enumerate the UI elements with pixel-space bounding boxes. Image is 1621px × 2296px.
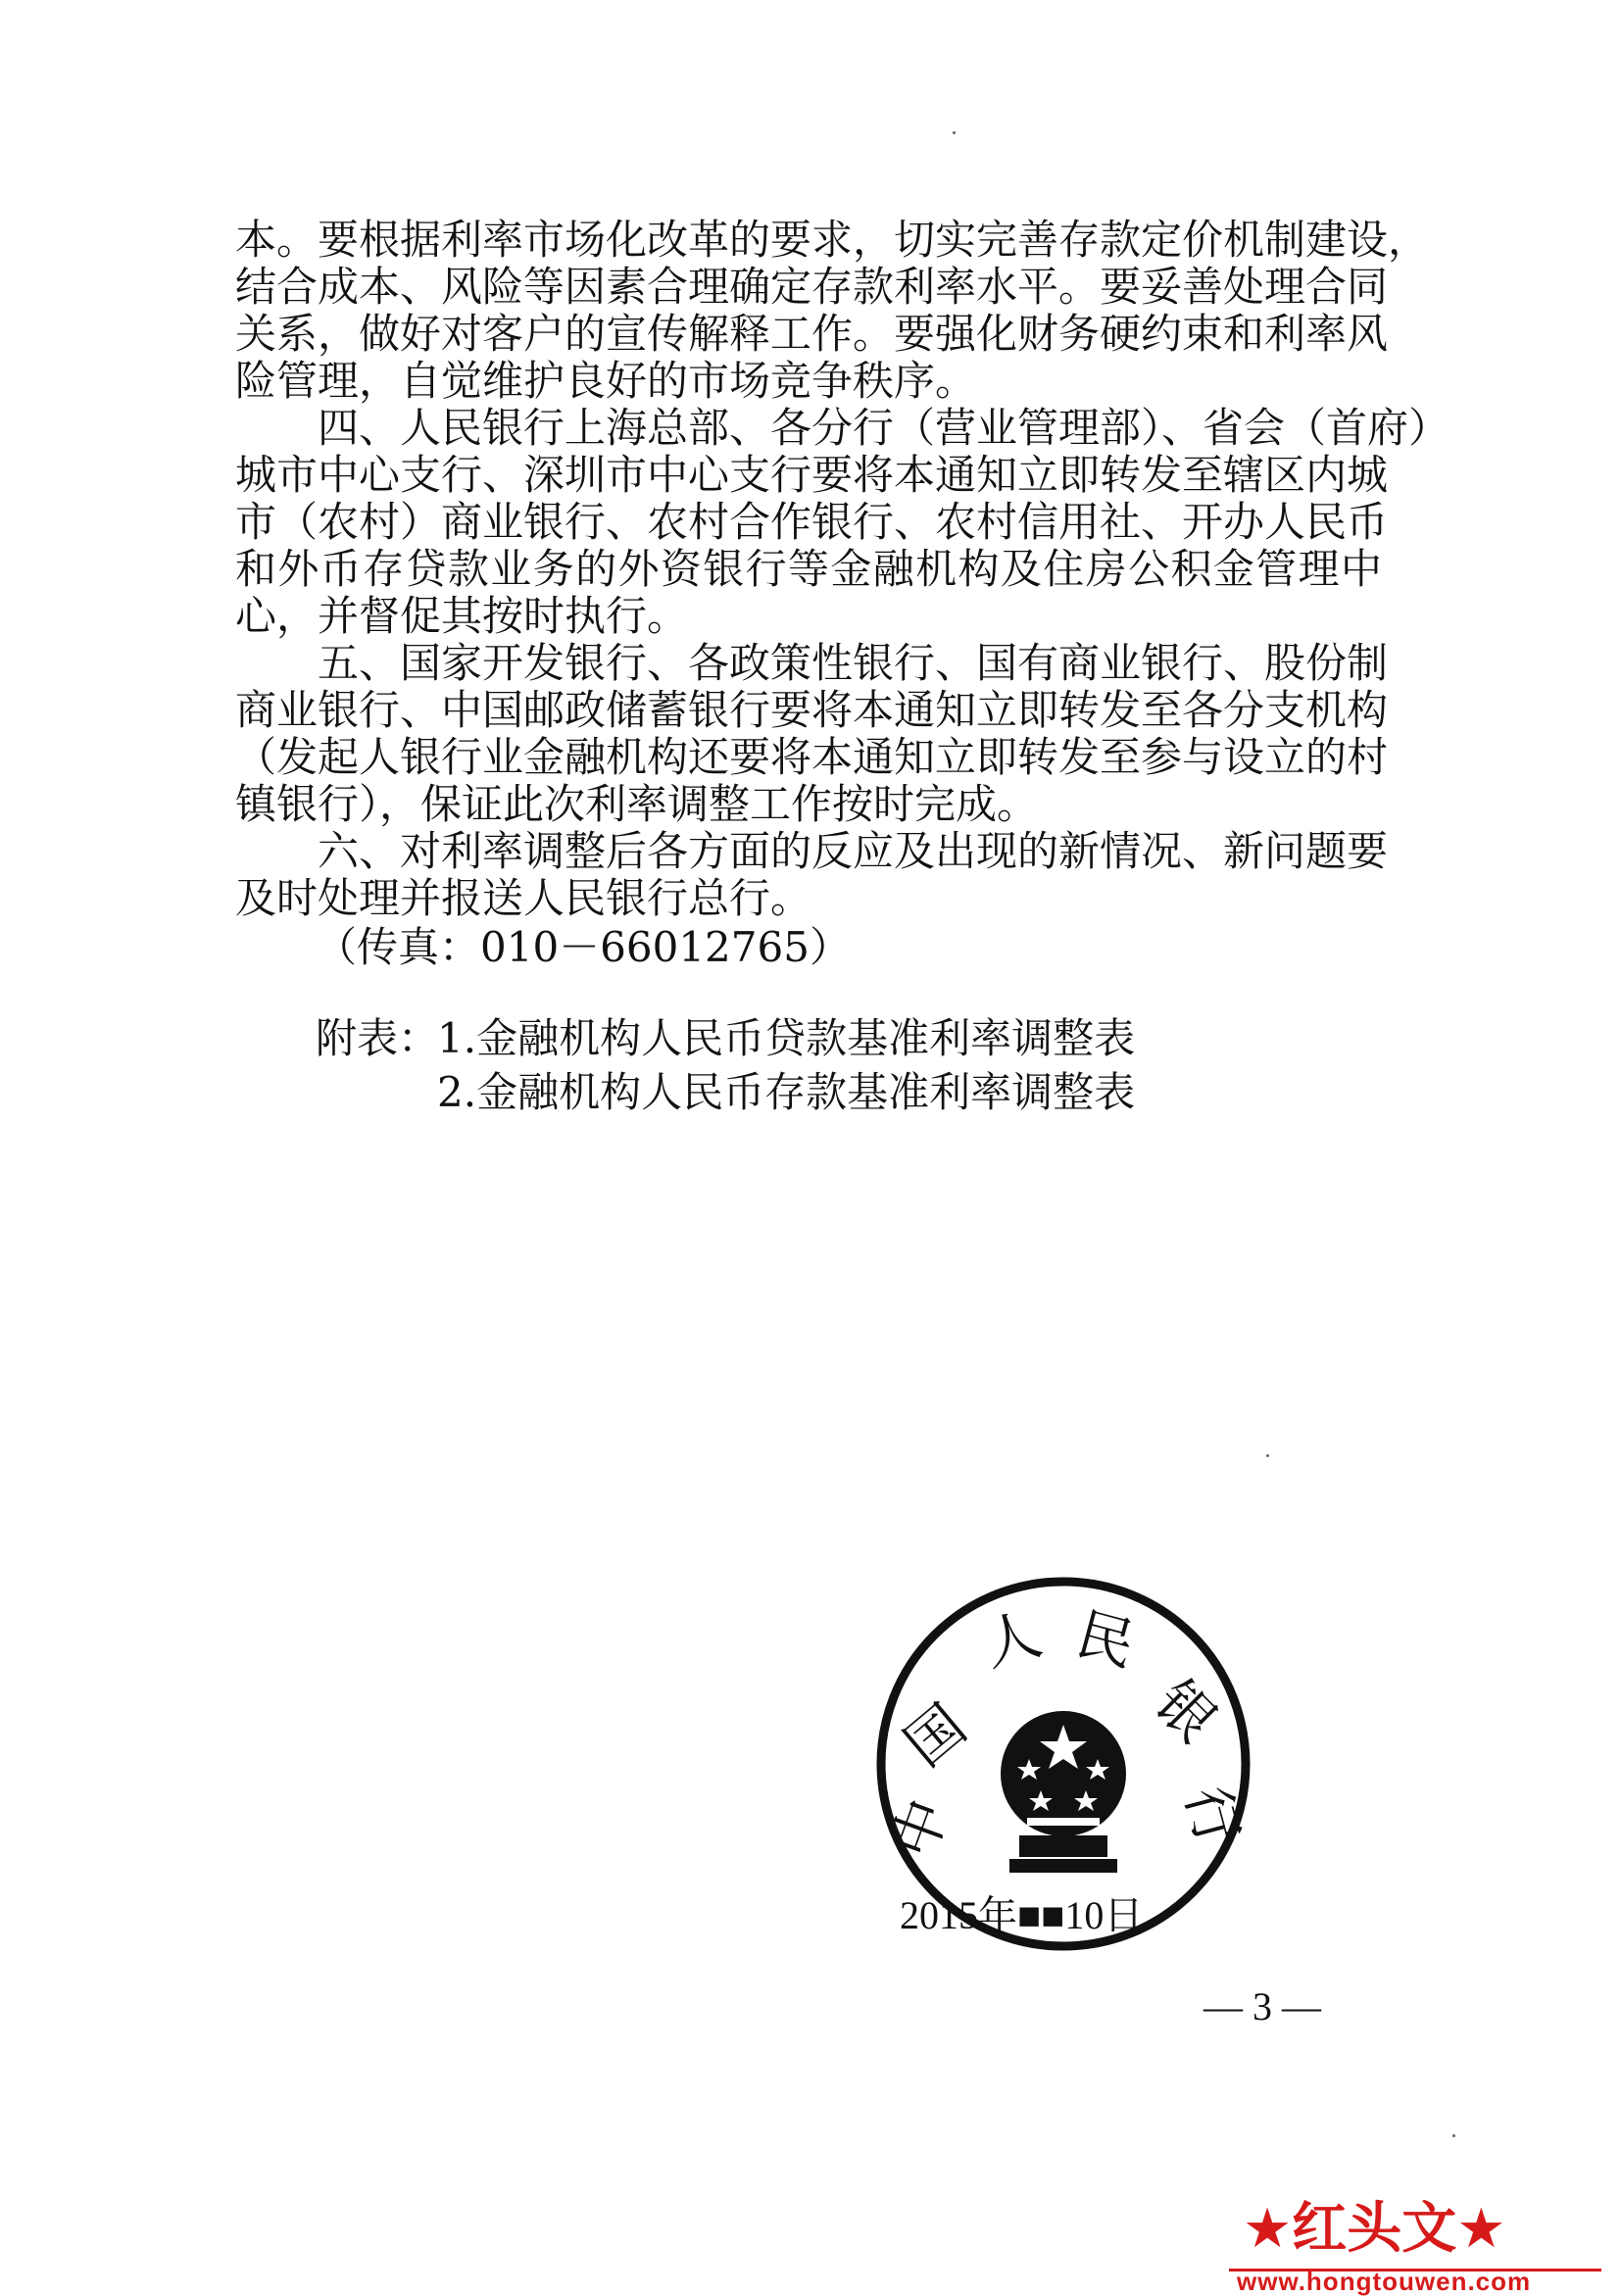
svg-text:银: 银 [1142, 1667, 1230, 1755]
scan-speck [1452, 2134, 1455, 2137]
page-number: — 3 — [1203, 1984, 1321, 2028]
watermark-url: www.hongtouwen.com [1237, 2267, 1532, 2296]
seal-date: 2015年■■10日 [900, 1893, 1144, 1937]
star-icon: ★ [1456, 2197, 1506, 2261]
text-line: 关系，做好对客户的宣传解释工作。要强化财务硬约束和利率风 [235, 310, 1389, 358]
svg-text:行: 行 [1172, 1780, 1253, 1852]
watermark-title: ★红头文★ [1243, 2197, 1506, 2261]
text-line: 及时处理并报送人民银行总行。 [235, 874, 812, 922]
svg-text:国: 国 [892, 1691, 979, 1780]
text-line: 五、国家开发银行、各政策性银行、国有商业银行、股份制 [318, 639, 1389, 687]
text-line: 心，并督促其按时执行。 [235, 592, 689, 640]
text-line: 市（农村）商业银行、农村合作银行、农村信用社、开办人民币 [235, 498, 1389, 546]
svg-text:民: 民 [1069, 1599, 1143, 1680]
text-line: 结合成本、风险等因素合理确定存款利率水平。要妥善处理合同 [235, 263, 1389, 311]
attachment-item: 2.金融机构人民币存款基准利率调整表 [437, 1068, 1136, 1116]
svg-text:中: 中 [879, 1790, 961, 1867]
text-line: 险管理，自觉维护良好的市场竞争秩序。 [235, 357, 977, 405]
national-emblem-icon [1001, 1711, 1126, 1873]
text-line: 和外币存贷款业务的外资银行等金融机构及住房公积金管理中 [235, 545, 1382, 593]
fax-number: （传真：010－66012765） [316, 923, 851, 971]
svg-text:人: 人 [976, 1599, 1049, 1680]
text-line: （发起人银行业金融机构还要将本通知立即转发至参与设立的村 [235, 733, 1389, 781]
attachments-label: 附表： [316, 1014, 440, 1062]
star-icon: ★ [1243, 2197, 1293, 2261]
scan-speck [953, 131, 956, 134]
text-line: 四、人民银行上海总部、各分行（营业管理部）、省会（首府） [318, 404, 1450, 452]
text-line: 本。要根据利率市场化改革的要求，切实完善存款定价机制建设， [235, 216, 1430, 264]
attachment-item: 1.金融机构人民币贷款基准利率调整表 [437, 1014, 1136, 1062]
scan-speck [1266, 1454, 1269, 1457]
text-line: 镇银行），保证此次利率调整工作按时完成。 [235, 780, 1039, 828]
text-line: 城市中心支行、深圳市中心支行要将本通知立即转发至辖区内城 [235, 451, 1389, 499]
text-line: 商业银行、中国邮政储蓄银行要将本通知立即转发至各分支机构 [235, 686, 1389, 734]
text-line: 六、对利率调整后各方面的反应及出现的新情况、新问题要 [318, 827, 1389, 875]
